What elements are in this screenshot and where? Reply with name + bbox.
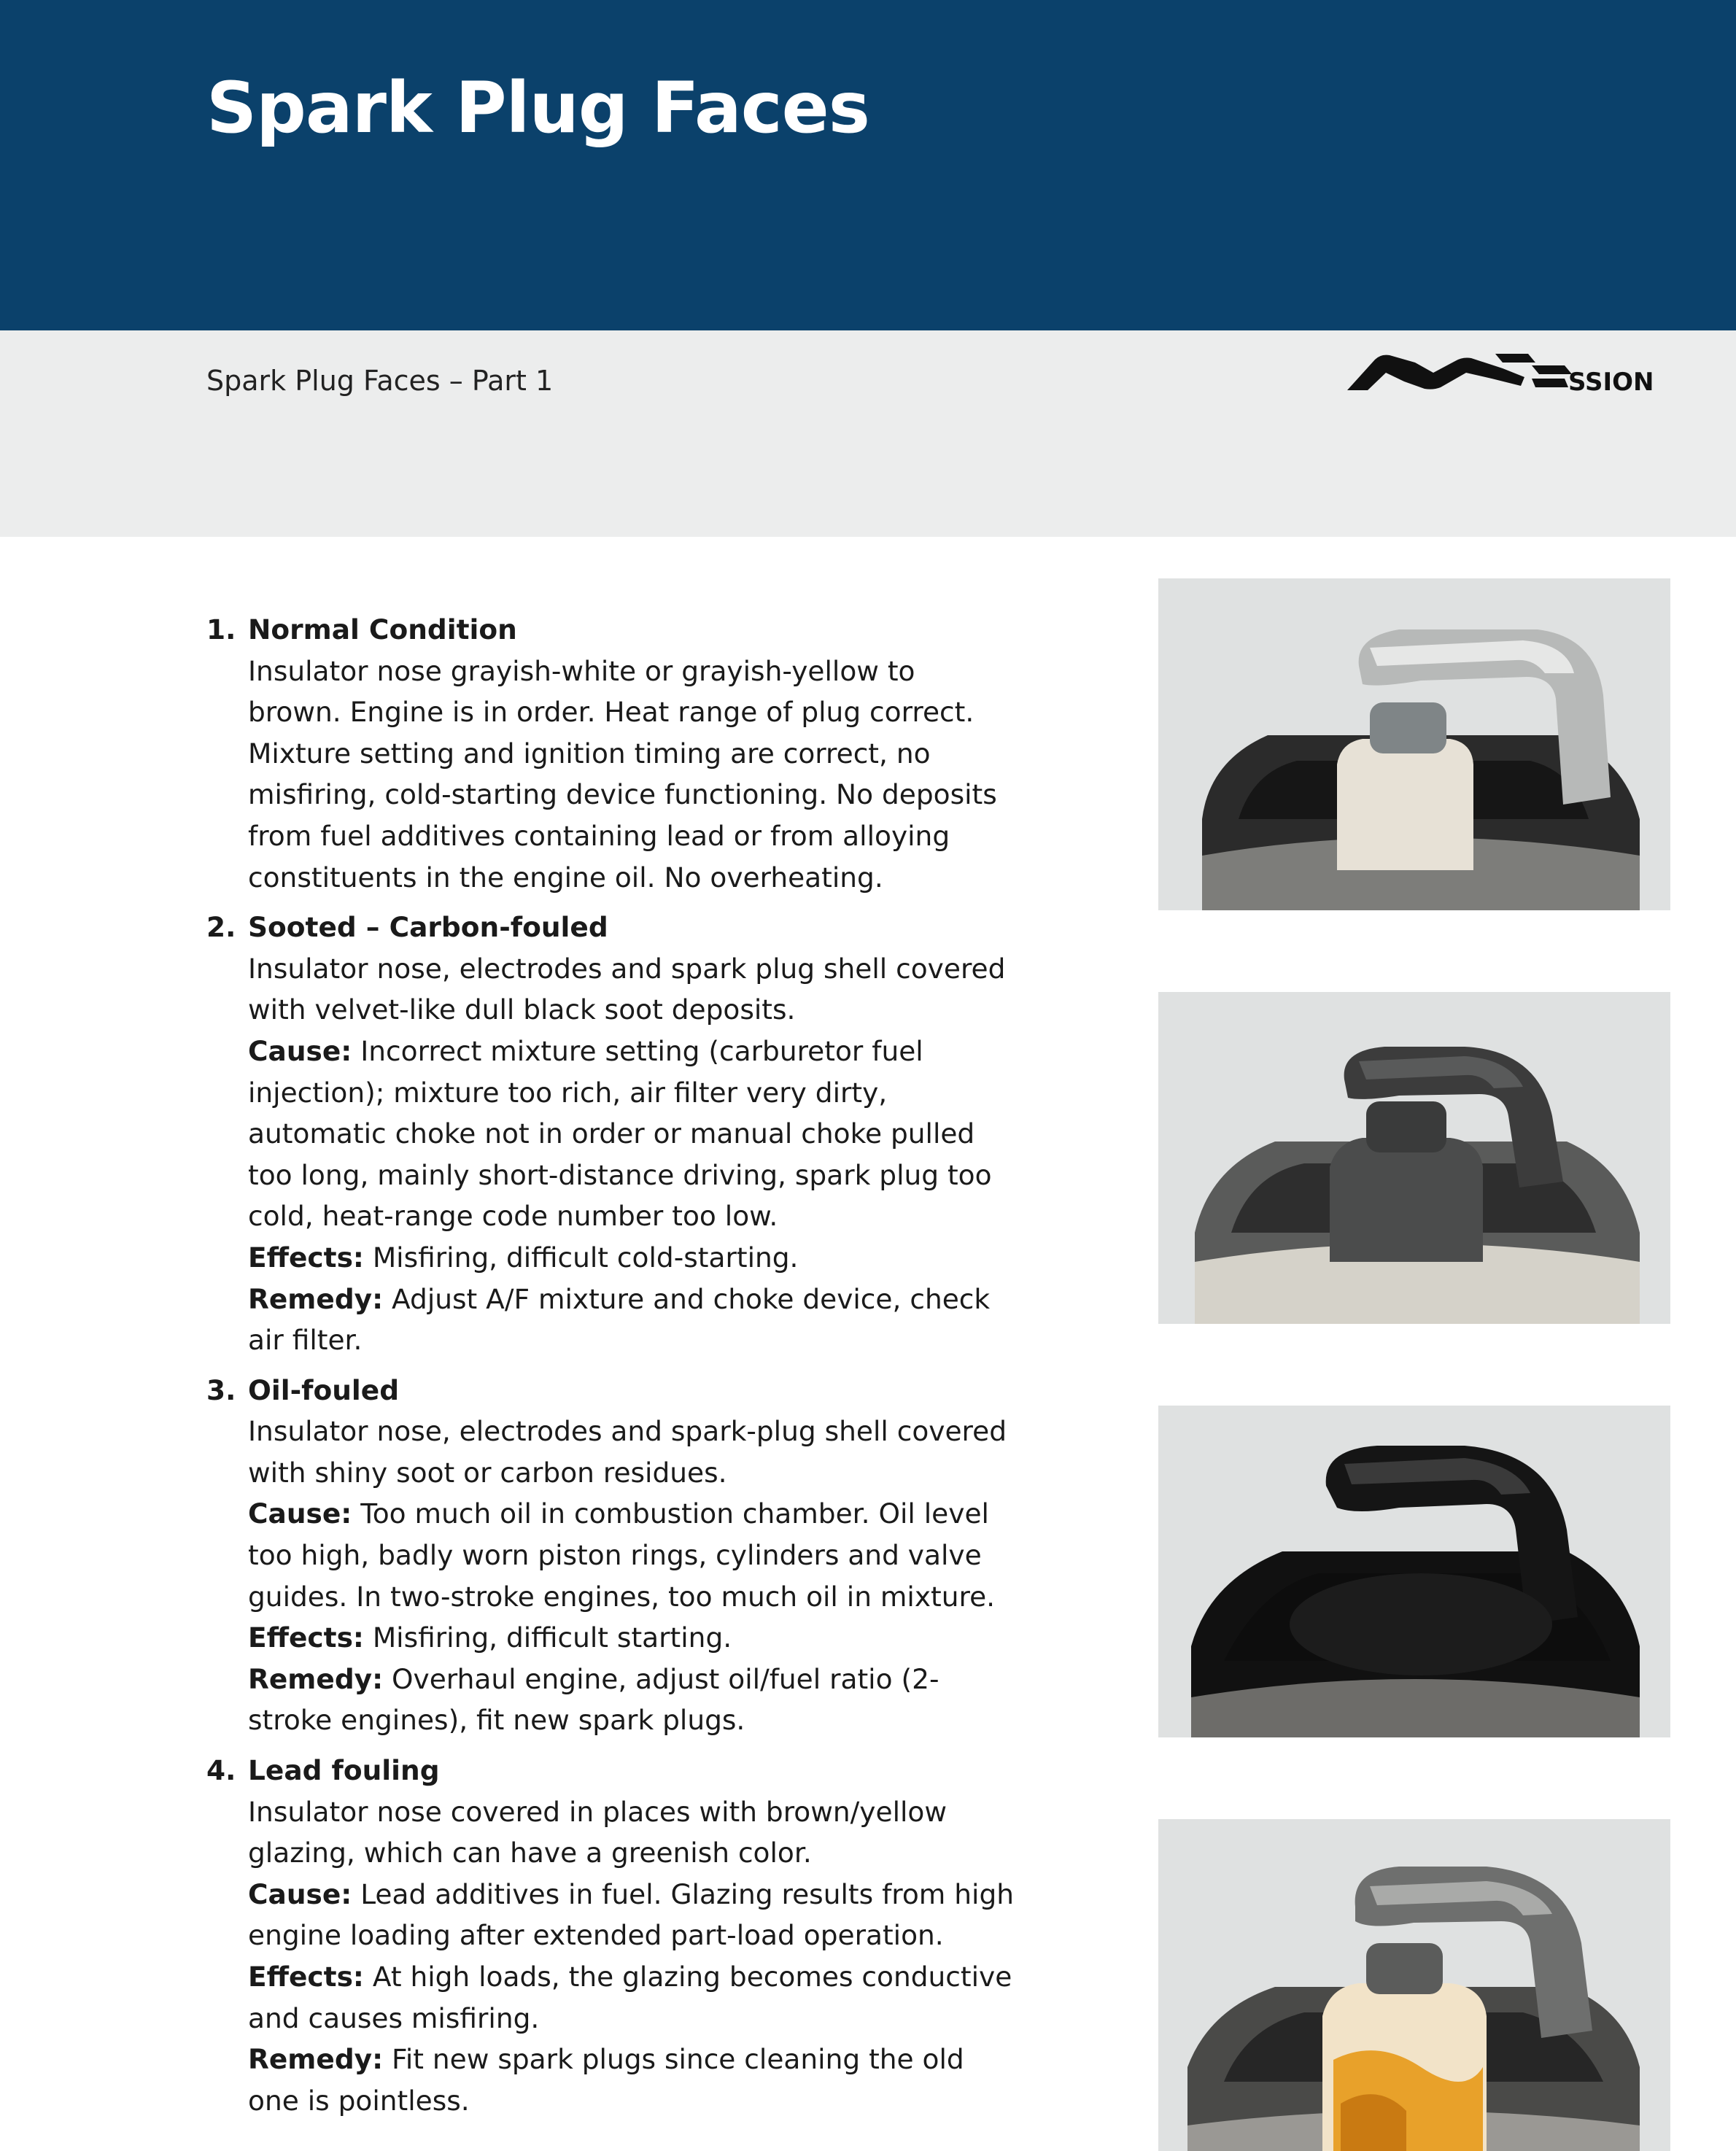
effects-label: Effects: — [248, 1241, 364, 1274]
item-title: Lead fouling — [248, 1754, 440, 1787]
item-cause — [248, 1874, 1016, 1956]
list-item — [206, 609, 1016, 898]
photo-lead-fouling — [1158, 1819, 1670, 2151]
effects-text: At high loads, the glazing becomes conductive and causes misfiring. — [248, 1961, 1012, 2034]
remedy-text: Adjust A/F mixture and choke device, check air filter. — [248, 1282, 991, 1357]
page-title: Spark Plug Faces — [206, 67, 869, 149]
item-description: Insulator nose grayish-white or grayish-yellow to brown. Engine is in order. Heat range of plug correct. Mixture setting and ignition timing are correct, no misfiring, cold-starting device functioning. No deposits from fuel additives containing lead or from alloying constituents in the engine oil. No overheating. — [248, 654, 997, 894]
header-banner — [0, 0, 1736, 330]
item-title: Sooted – Carbon-fouled — [248, 911, 608, 944]
cause-text: Too much oil in combustion chamber. Oil level too high, badly worn piston rings, cylinders and valve guides. In two-stroke engines, too much oil in mixture. — [248, 1497, 996, 1613]
effects-text: Misfiring, difficult cold-starting. — [372, 1241, 799, 1274]
photo-normal-condition — [1158, 578, 1670, 910]
item-cause — [248, 1493, 1016, 1617]
remedy-label: Remedy: — [248, 2043, 384, 2076]
cause-label: Cause: — [248, 1877, 352, 1910]
item-description: Insulator nose, electrodes and spark-plug shell covered with shiny soot or carbon residues. — [248, 1415, 1007, 1489]
remedy-text: Fit new spark plugs since cleaning the old one is pointless. — [248, 2043, 964, 2117]
effects-label: Effects: — [248, 1961, 364, 1993]
item-remedy — [248, 2039, 1016, 2121]
effects-label: Effects: — [248, 1621, 364, 1654]
item-effects — [248, 1237, 1016, 1279]
page-subtitle: Spark Plug Faces – Part 1 — [206, 365, 554, 397]
list-item — [206, 1750, 1016, 2121]
cause-text: Lead additives in fuel. Glazing results from high engine loading after extended part-load operation. — [248, 1877, 1015, 1952]
item-cause — [248, 1031, 1016, 1237]
logo-text: SSION — [1568, 368, 1654, 397]
photo-sooted-carbon-fouled — [1158, 992, 1670, 1324]
item-number: 2. — [206, 911, 236, 944]
item-remedy — [248, 1659, 1016, 1741]
condition-list — [206, 609, 1016, 2130]
cause-label: Cause: — [248, 1497, 352, 1530]
item-effects — [248, 1956, 1016, 2039]
remedy-label: Remedy: — [248, 1282, 384, 1315]
item-description: Insulator nose, electrodes and spark plug shell covered with velvet-like dull black soot deposits. — [248, 952, 1006, 1026]
brand-logo — [1346, 346, 1681, 398]
remedy-label: Remedy: — [248, 1662, 384, 1695]
list-item — [206, 1370, 1016, 1741]
photo-oil-fouled — [1158, 1406, 1670, 1737]
item-number: 4. — [206, 1754, 236, 1787]
cause-text: Incorrect mixture setting (carburetor fuel injection); mixture too rich, air filter very dirty, automatic choke not in order or manual choke pulled too long, mainly short-distance driving, spark plug too cold, heat-range code number too low. — [248, 1034, 992, 1233]
item-remedy — [248, 1279, 1016, 1361]
item-effects — [248, 1617, 1016, 1659]
list-item — [206, 907, 1016, 1361]
remedy-text: Overhaul engine, adjust oil/fuel ratio (2-stroke engines), fit new spark plugs. — [248, 1662, 939, 1737]
item-number: 1. — [206, 613, 236, 646]
cause-label: Cause: — [248, 1034, 352, 1067]
item-title: Normal Condition — [248, 613, 517, 646]
effects-text: Misfiring, difficult starting. — [372, 1621, 732, 1654]
item-number: 3. — [206, 1373, 236, 1406]
item-description: Insulator nose covered in places with brown/yellow glazing, which can have a greenish color. — [248, 1795, 948, 1869]
item-title: Oil-fouled — [248, 1373, 400, 1406]
